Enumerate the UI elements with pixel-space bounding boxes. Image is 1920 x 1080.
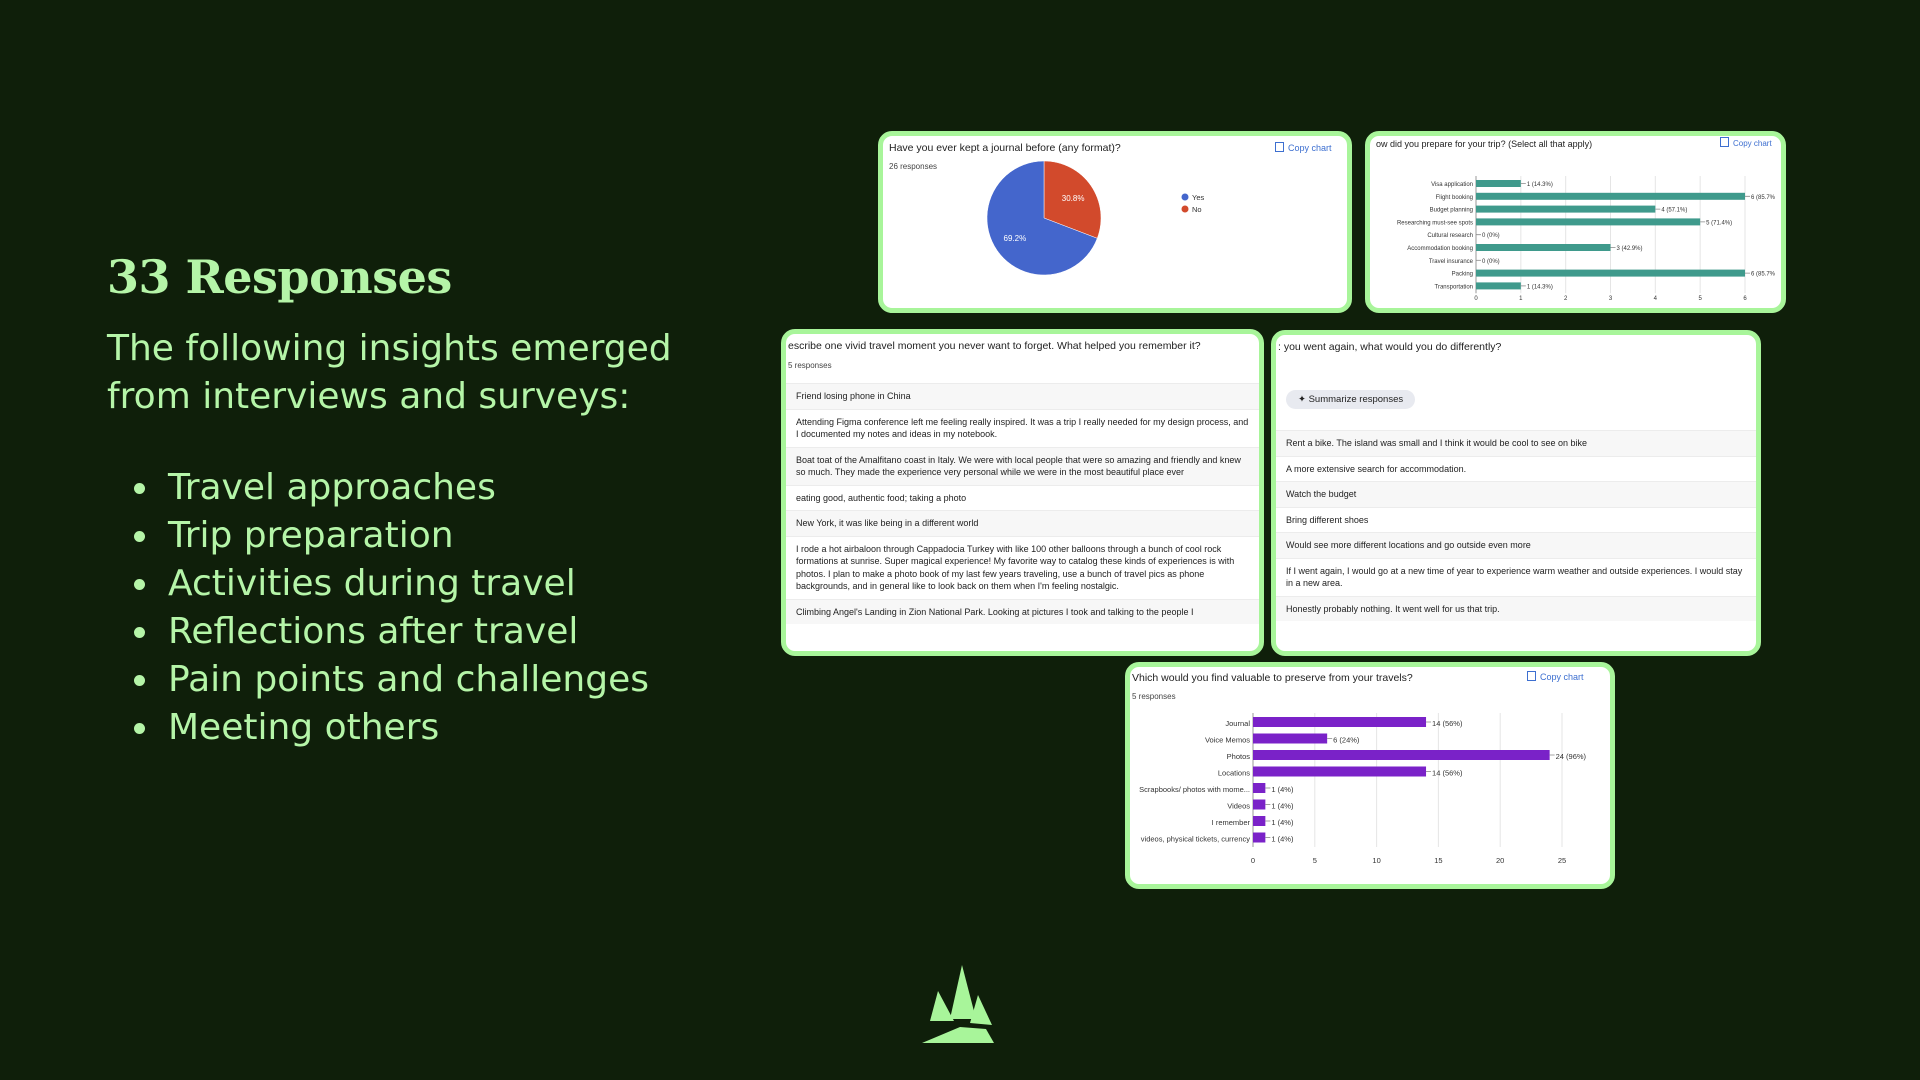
category-label: Photos [1226,752,1250,761]
response-item: Rent a bike. The island was small and I think it would be cool to see on bike [1276,430,1756,456]
bullet-item: • Trip preparation [162,512,649,560]
legend-label: No [1192,205,1202,214]
bar [1253,734,1327,744]
data-label: 1 (14.3%) [1526,182,1553,188]
summarize-responses-button[interactable]: ✦ Summarize responses [1286,390,1415,409]
category-label: Visa application [1431,182,1473,188]
category-label: Locations [1217,768,1250,778]
x-tick-label: 20 [1496,856,1505,865]
data-label: 14 (56%) [1432,768,1463,778]
response-item: Would see more different locations and go outside even more [1276,532,1756,558]
category-label: Accommodation booking [1407,246,1473,252]
slide-subtitle: The following insights emerged from interviews and surveys: [107,328,672,417]
data-label: 1 (4%) [1271,785,1294,794]
copy-chart-button[interactable]: Copy chart [1527,671,1584,682]
vivid-moment-card [781,329,1264,656]
question-title: ow did you prepare for your trip? (Select all that apply) [1376,139,1593,149]
bullet-item: • Reflections after travel [162,608,649,656]
bullet-item: • Travel approaches [162,464,649,512]
data-label: 14 (56%) [1432,719,1463,728]
preserve-bar-card [1125,662,1615,889]
x-tick-label: 15 [1434,856,1443,865]
bar [1253,750,1550,760]
x-tick-label: 3 [1608,296,1613,302]
response-item: Honestly probably nothing. It went well for us that trip. [1276,596,1756,622]
response-item: Climbing Angel's Landing in Zion National Park. Looking at pictures I took and talking to the people I [786,599,1259,625]
insight-list [130,464,649,752]
bar [1476,206,1655,213]
bar [1253,816,1265,826]
category-label: Scrapbooks/ photos with mome... [1139,785,1250,794]
x-tick-label: 0 [1250,856,1256,865]
category-label: Videos [1227,801,1250,811]
bar [1253,767,1426,777]
data-label: 0 (0%) [1482,258,1500,265]
bar [1476,270,1745,277]
bar [1476,244,1611,251]
response-list [1276,430,1756,621]
journal-pie-card [878,131,1352,313]
category-label: Voice Memos [1204,735,1250,745]
response-item: Friend losing phone in China [786,383,1259,409]
question-title: Vhich would you find valuable to preserve from your travels? [1132,672,1413,684]
x-tick-label: 1 [1519,296,1523,302]
pie-chart [883,136,1347,308]
category-label: Budget planning [1429,207,1473,214]
response-item: A more extensive search for accommodation. [1276,456,1756,482]
category-label: I remember [1211,818,1250,827]
response-item: eating good, authentic food; taking a photo [786,485,1259,511]
response-item: Watch the budget [1276,481,1756,507]
x-tick-label: 4 [1653,296,1658,302]
pie-slice-label: 69.2% [1003,234,1027,244]
logo-icon [920,965,996,1045]
response-item: Attending Figma conference left me feeling really inspired. It was a trip I really needed for my design process, and I documented my notes and ideas in my notebook. [786,409,1259,447]
legend-swatch [1182,206,1189,213]
response-item: Boat toat of the Amalfitano coast in Italy. We were with local people that were so amazing and friendly and knew so much. They made the experience very personal while we were in the most beautiful place ever [786,447,1259,485]
copy-chart-button[interactable]: Copy chart [1720,137,1772,148]
preserve-bar-chart [1130,667,1610,884]
data-label: 3 (42.9%) [1616,246,1643,252]
data-label: 6 (85.7% [1751,194,1776,201]
data-label: 1 (4%) [1271,801,1294,811]
category-label: Journal [1225,719,1250,728]
question-title: Have you ever kept a journal before (any format)? [889,142,1121,154]
question-title: : you went again, what would you do differently? [1278,341,1502,353]
category-label: Transportation [1434,284,1473,291]
pie-slice-label: 30.8% [1061,193,1085,203]
response-list [786,383,1259,624]
category-label: Cultural research [1427,233,1473,240]
category-label: Researching must-see spots [1396,220,1473,227]
x-tick-label: 10 [1372,856,1381,865]
x-tick-label: 0 [1474,296,1478,302]
category-label: Packing [1451,271,1473,278]
category-label: Flight booking [1435,194,1473,201]
response-count: 26 responses [889,162,938,171]
bullet-item: • Pain points and challenges [162,656,649,704]
category-label: videos, physical tickets, currency [1140,834,1250,844]
prepare-bar-chart [1370,136,1781,308]
bar [1476,282,1521,289]
response-count: 5 responses [1132,692,1176,701]
data-label: 5 (71.4%) [1706,220,1733,227]
bar [1253,833,1265,843]
do-differently-card [1271,330,1761,656]
bar [1253,717,1426,727]
data-label: 4 (57.1%) [1661,207,1688,214]
response-item: Bring different shoes [1276,507,1756,533]
x-tick-label: 5 [1312,856,1317,865]
bar [1476,180,1521,187]
x-tick-label: 25 [1557,856,1567,865]
response-item: New York, it was like being in a different world [786,510,1259,536]
data-label: 1 (14.3%) [1526,284,1553,291]
x-tick-label: 5 [1698,296,1702,302]
data-label: 24 (96%) [1555,752,1587,761]
bar [1253,783,1265,793]
legend-label: Yes [1192,193,1205,202]
data-label: 1 (4%) [1271,818,1294,827]
category-label: Travel insurance [1428,258,1473,265]
prepare-bar-card [1365,131,1786,313]
data-label: 0 (0%) [1482,233,1500,240]
x-tick-label: 2 [1563,296,1568,302]
bar [1476,193,1745,200]
legend-swatch [1182,194,1189,201]
data-label: 6 (85.7% [1751,271,1776,278]
bar [1253,800,1265,810]
data-label: 1 (4%) [1271,834,1294,844]
x-tick-label: 6 [1743,296,1747,302]
bar [1476,218,1700,225]
bullet-item: • Meeting others [162,704,649,752]
slide-title: 33 Responses [107,250,452,304]
response-item: If I went again, I would go at a new time of year to experience warm weather and outside experiences. I would stay in a new area. [1276,558,1756,596]
copy-chart-button[interactable]: Copy chart [1275,142,1332,153]
question-title: escribe one vivid travel moment you never want to forget. What helped you remember it? [788,340,1201,352]
response-item: I rode a hot airbaloon through Cappadocia Turkey with like 100 other balloons through a bunch of cool rock formations at sunrise. Super magical experience! My favorite way to catalog these kinds of experiences is with photos. I plan to make a photo book of my last few years traveling, use a bunch of travel pics as phone backgrounds, and in general like to look back on them when I'm feeling nostalgic. [786,536,1259,599]
bullet-item: • Activities during travel [162,560,649,608]
response-count: 5 responses [788,361,832,370]
data-label: 6 (24%) [1333,735,1360,745]
